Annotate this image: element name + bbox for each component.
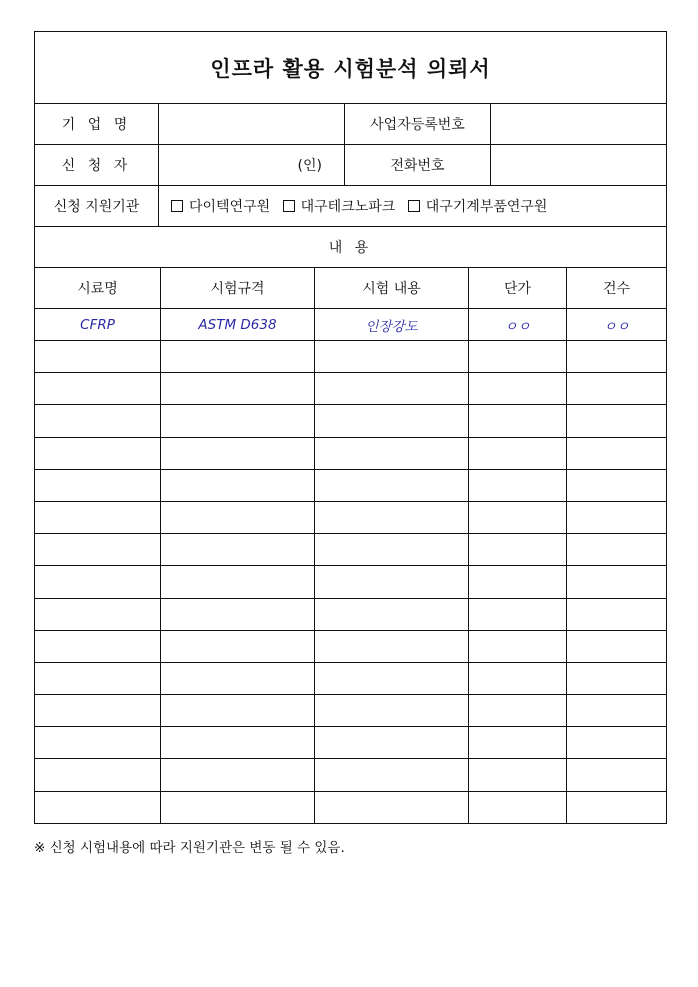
table-cell[interactable] (469, 534, 567, 566)
table-cell[interactable] (469, 405, 567, 437)
table-cell[interactable] (469, 566, 567, 598)
table-cell[interactable] (161, 662, 315, 694)
table-cell[interactable] (35, 437, 161, 469)
content-section-label: 내 용 (35, 227, 667, 268)
table-cell[interactable] (315, 662, 469, 694)
sample-row (35, 309, 667, 341)
table-cell[interactable] (161, 759, 315, 791)
institution-options (159, 186, 667, 227)
sample-cell[interactable]: ASTM D638 (161, 309, 315, 341)
table-cell[interactable] (469, 662, 567, 694)
header-table (34, 31, 667, 268)
table-cell[interactable] (161, 534, 315, 566)
table-cell[interactable] (469, 437, 567, 469)
table-cell[interactable] (35, 373, 161, 405)
table-cell[interactable] (469, 373, 567, 405)
table-row (35, 566, 667, 598)
table-cell[interactable] (315, 566, 469, 598)
table-cell[interactable] (35, 341, 161, 373)
table-cell[interactable] (161, 405, 315, 437)
table-cell[interactable] (35, 727, 161, 759)
table-cell[interactable] (567, 373, 667, 405)
phone-field[interactable] (491, 145, 667, 186)
institution-option-label: 대구기계부품연구원 (425, 199, 548, 215)
institution-option[interactable] (171, 199, 274, 215)
table-cell[interactable] (567, 727, 667, 759)
applicant-field[interactable] (159, 145, 345, 186)
table-cell[interactable] (567, 534, 667, 566)
institution-option-label: 대구테크노파크 (300, 199, 396, 215)
table-cell[interactable] (35, 759, 161, 791)
table-cell[interactable] (161, 727, 315, 759)
table-cell[interactable] (35, 566, 161, 598)
table-cell[interactable] (315, 759, 469, 791)
table-cell[interactable] (567, 341, 667, 373)
seal-mark: (인) (297, 158, 322, 174)
table-cell[interactable] (161, 341, 315, 373)
business-number-label: 사업자등록번호 (345, 104, 491, 145)
column-header: 시험 내용 (315, 268, 469, 309)
table-cell[interactable] (315, 437, 469, 469)
table-cell[interactable] (35, 469, 161, 501)
test-items-table (34, 267, 667, 824)
table-cell[interactable] (567, 437, 667, 469)
institution-option-label: 다이텍연구원 (189, 199, 271, 215)
table-row (35, 662, 667, 694)
table-cell[interactable] (161, 791, 315, 823)
table-row (35, 469, 667, 501)
table-cell[interactable] (567, 501, 667, 533)
table-cell[interactable] (315, 598, 469, 630)
table-cell[interactable] (315, 727, 469, 759)
table-cell[interactable] (469, 598, 567, 630)
table-cell[interactable] (161, 695, 315, 727)
table-cell[interactable] (567, 791, 667, 823)
table-cell[interactable] (35, 534, 161, 566)
table-cell[interactable] (315, 534, 469, 566)
table-cell[interactable] (161, 598, 315, 630)
table-cell[interactable] (161, 630, 315, 662)
table-cell[interactable] (567, 566, 667, 598)
form-title: 인프라 활용 시험분석 의뢰서 (35, 32, 667, 104)
table-cell[interactable] (469, 695, 567, 727)
table-row (35, 630, 667, 662)
table-cell[interactable] (567, 630, 667, 662)
table-cell[interactable] (315, 501, 469, 533)
table-row (35, 341, 667, 373)
table-cell[interactable] (567, 662, 667, 694)
table-row (35, 534, 667, 566)
institution-option[interactable] (283, 199, 400, 215)
table-cell[interactable] (567, 598, 667, 630)
table-cell[interactable] (315, 791, 469, 823)
table-cell[interactable] (315, 469, 469, 501)
table-row (35, 759, 667, 791)
blank-rows (35, 341, 667, 824)
table-cell[interactable] (469, 791, 567, 823)
table-cell[interactable] (315, 695, 469, 727)
table-cell[interactable] (567, 405, 667, 437)
table-cell[interactable] (35, 501, 161, 533)
table-cell[interactable] (35, 598, 161, 630)
company-name-field[interactable] (159, 104, 345, 145)
table-cell[interactable] (35, 630, 161, 662)
table-row (35, 405, 667, 437)
table-cell[interactable] (161, 566, 315, 598)
table-cell[interactable] (315, 373, 469, 405)
table-row (35, 598, 667, 630)
table-cell[interactable] (161, 501, 315, 533)
table-cell[interactable] (315, 341, 469, 373)
table-cell[interactable] (161, 469, 315, 501)
company-name-label: 기 업 명 (35, 104, 159, 145)
table-cell[interactable] (469, 630, 567, 662)
institution-option[interactable] (408, 199, 552, 215)
table-cell[interactable] (469, 501, 567, 533)
sample-cell[interactable]: 인장강도 (315, 309, 469, 341)
footnote: ※ 신청 시험내용에 따라 지원기관은 변동 될 수 있음. (34, 840, 345, 856)
table-cell[interactable] (35, 405, 161, 437)
table-row (35, 373, 667, 405)
table-row (35, 695, 667, 727)
column-header: 단가 (469, 268, 567, 309)
applicant-label: 신 청 자 (35, 145, 159, 186)
table-cell[interactable] (469, 759, 567, 791)
checkbox-icon[interactable] (283, 200, 295, 212)
table-cell[interactable] (161, 437, 315, 469)
request-form (34, 31, 666, 824)
column-header: 시험규격 (161, 268, 315, 309)
table-cell[interactable] (35, 791, 161, 823)
table-cell[interactable] (315, 630, 469, 662)
sample-cell[interactable]: ㅇㅇ (567, 309, 667, 341)
column-header: 건수 (567, 268, 667, 309)
table-cell[interactable] (567, 469, 667, 501)
table-cell[interactable] (469, 469, 567, 501)
sample-cell[interactable]: ㅇㅇ (469, 309, 567, 341)
sample-cell[interactable]: CFRP (35, 309, 161, 341)
table-row (35, 727, 667, 759)
table-cell[interactable] (161, 373, 315, 405)
table-cell[interactable] (35, 695, 161, 727)
table-cell[interactable] (469, 727, 567, 759)
table-cell[interactable] (469, 341, 567, 373)
table-cell[interactable] (567, 759, 667, 791)
table-row (35, 437, 667, 469)
institution-label: 신청 지원기관 (35, 186, 159, 227)
table-cell[interactable] (315, 405, 469, 437)
phone-label: 전화번호 (345, 145, 491, 186)
table-cell[interactable] (567, 695, 667, 727)
table-cell[interactable] (35, 662, 161, 694)
table-row (35, 791, 667, 823)
table-row (35, 501, 667, 533)
checkbox-icon[interactable] (408, 200, 420, 212)
checkbox-icon[interactable] (171, 200, 183, 212)
business-number-field[interactable] (491, 104, 667, 145)
column-header: 시료명 (35, 268, 161, 309)
